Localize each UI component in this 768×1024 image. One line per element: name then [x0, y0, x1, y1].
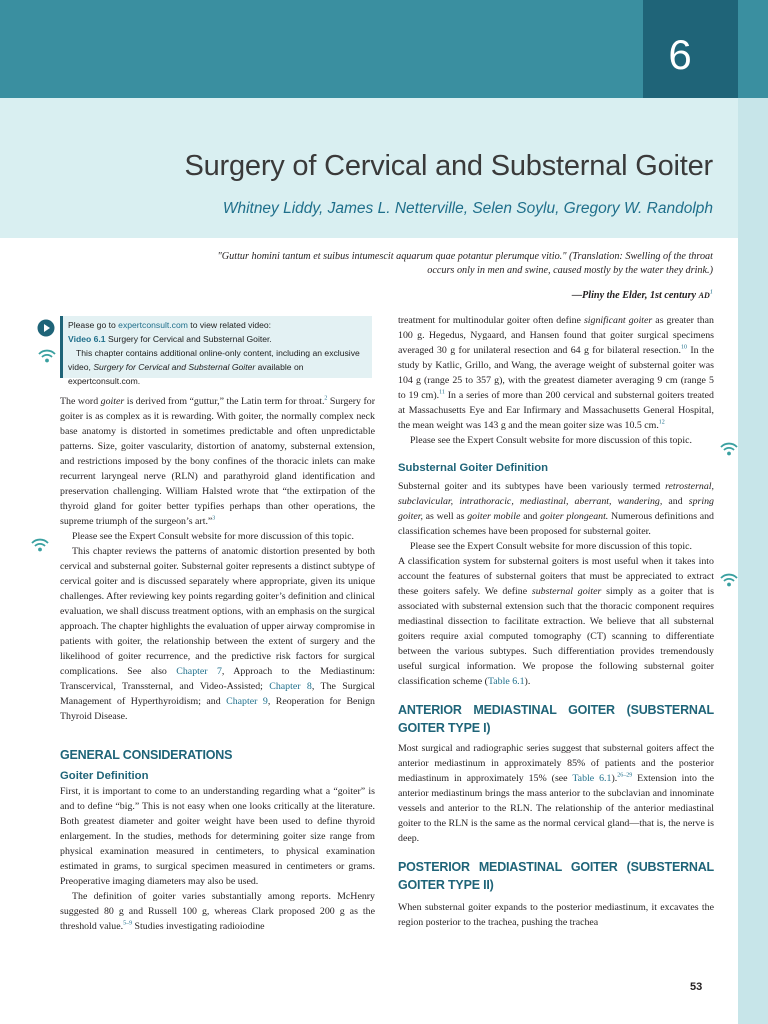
table-6-1-link[interactable]: Table 6.1 — [487, 676, 525, 687]
chapter-authors: Whitney Liddy, James L. Netterville, Selen Soylu, Gregory W. Randolph — [222, 200, 713, 217]
paragraph: This chapter reviews the patterns of anatomic distortion presented by both cervical and substernal goiter. Substernal goiter represents a distinct subtype of cervical goiter and is discussed separately where appropriate, given its unique challenges. After reviewing key points regarding goiter’s definition and clinical evaluation, we shall discuss treatment options, with an emphasis on the surgical approach. The chapter highlights the evaluation of upper airway compromise in patients with goiter, the relationship between the extent of surgery and the likelihood of goiter recurrence, and the predictive risk factors for surgical complications. See also Chapter 7, Approach to the Mediastinum: Transcervical, Transsternal, and Video-Assisted; Chapter 8, The Surgical Management of Hyperthyroidism; and Chapter 9, Reoperation for Benign Thyroid Disease. — [60, 546, 376, 722]
page-side-strip — [738, 98, 768, 1024]
paragraph: The word goiter is derived from “guttur,” the Latin term for throat.$^2$ Surgery for goiter is as complex as it is rewarding. With goiter, the normally complex neck base anatomy is distorted in sometimes predictable and often unpredictable patterns. Size, goiter vascularity, distortion of anatomy, substernal extension, and restrictions imposed by the bony confines of the thoracic inlets can make recurrent laryngeal nerve (RLN) and parathyroid gland identification and preservation challenging. William Halsted wrote that “the extirpation of the thyroid gland for goiter better typifies perhaps than other operations, the supreme triumph of the surgeon’s art.”$^3$ — [60, 395, 375, 527]
chapter-8-link[interactable]: Chapter 8 — [269, 681, 312, 692]
paragraph: A classification system for substernal goiters is most useful when it takes into account the features of substernal goiters that must be appreciated to extract these goiters safely. We define substernal goiter simply as a goiter that is associated with substernal extension such that the thoracic component requires mediastinal dissection to facilitate extraction. We believe that all substernal goiters require axial computed tomography (CT) scanning to differentiate between the various subtypes. Such differentiation provides tremendously useful surgical information. We propose the following substernal goiter classification scheme (Table 6.1). — [398, 556, 714, 687]
paragraph: Substernal goiter and its subtypes have been variously termed retrosternal, subclavicular, intrathoracic, mediastinal, aberrant, wandering, and spring goiter, as well as goiter mobile and goiter plongeant. Numerous definitions and classification schemes have been proposed for substernal goiter. — [398, 481, 714, 537]
paragraph: The definition of goiter varies substantially among reports. McHenry suggested 80 g and Russell 100 g, whereas Clark proposed 200 g as the threshold value.$^{5-9}$ Studies investigating radioiodine — [60, 891, 375, 932]
expertconsult-link[interactable]: expertconsult.com — [118, 320, 188, 330]
chapter-9-link[interactable]: Chapter 9 — [226, 696, 268, 707]
heading-substernal-definition: Substernal Goiter Definition — [398, 462, 549, 474]
paragraph: treatment for multinodular goiter often define significant goiter as greater than 100 g. Hegedus, Nygaard, and Hansen found that goiter surgical specimens averaged 30 g for unilateral resection and 64 g for bilateral resection.$^{10}$ In the study by Katlic, Grillo, and Wang, the average weight of substernal goiter was 104 g (range 25 to 357 g), with the greatest diameter averaging 9 cm (range 5 to 19 cm).$^{11}$ In a series of more than 200 cervical and substernal goiters treated at Massachusetts Eye and Ear Infirmary and Massachusetts General Hospital, the mean weight was 143 g and the mean goiter size was 10.5 cm.$^{12}$ — [398, 315, 714, 431]
paragraph: Most surgical and radiographic series suggest that substernal goiters affect the anterior mediastinum in approximately 85% of patients and the posterior mediastinum in approximately 15% (see Table 6.1).$^{26-29}$ Extension into the anterior mediastinum brings the mass anterior to the subclavian and innominate vessels and anterior to the RLN. The relationship of the anterior mediastinal goiter to the RLN is the same as the normal cervical gland—that is, the nerve is deep. — [398, 743, 714, 844]
online-content-icon — [719, 572, 739, 588]
chapter-7-link[interactable]: Chapter 7 — [176, 666, 222, 677]
heading-general-considerations: GENERAL CONSIDERATIONS — [60, 748, 233, 762]
epigraph-quote: "Guttur homini tantum et suibus intumescit aquarum quae potantur plerumque vitio." (Translation: Swelling of the throat occurs only in men and swine, caused mostly by the water they drink.) — [217, 251, 713, 276]
heading-goiter-definition: Goiter Definition — [60, 770, 149, 782]
chapter-title: Surgery of Cervical and Substernal Goiter — [184, 150, 713, 182]
right-column — [398, 313, 714, 930]
chapter-number: 6 — [668, 31, 692, 78]
video-link[interactable]: Video 6.1 — [68, 334, 106, 344]
play-icon[interactable] — [37, 319, 55, 337]
online-content-icon — [30, 537, 50, 553]
table-6-1-link[interactable]: Table 6.1 — [572, 773, 612, 784]
paragraph: Please see the Expert Consult website for more discussion of this topic. — [410, 435, 692, 446]
paragraph: When substernal goiter expands to the posterior mediastinum, it excavates the region posterior to the trachea, pushing the trachea — [398, 902, 714, 928]
left-column — [60, 394, 375, 934]
page-number: 53 — [690, 981, 703, 993]
paragraph: First, it is important to come to an understanding regarding what a “goiter” is and to define “big.” This is not easy when one looks critically at the literature. Both greatest diameter and goiter weight have been used to define thyroid enlargement. In the studies, methods for determining goiter size range from physical examination measured in centimeters, to physical examination estimated in grams, to surgical specimen measured in centimeters or grams. Preoperative imaging diameters may also be used. — [60, 786, 375, 887]
heading-anterior-mediastinal: ANTERIOR MEDIASTINAL GOITER (SUBSTERNAL GOITER TYPE I) — [398, 703, 714, 735]
expert-consult-box: Please go to expertconsult.com to view related video: Video 6.1 Surgery for Cervical and Substernal Goiter. This chapter contains additional online-only content, including an exclusive video, Surgery for Cervical and Substernal Goiter available on expertconsult.com. — [60, 316, 372, 378]
paragraph: Please see the Expert Consult website for more discussion of this topic. — [410, 541, 692, 552]
heading-posterior-mediastinal: POSTERIOR MEDIASTINAL GOITER (SUBSTERNAL GOITER TYPE II) — [398, 860, 714, 892]
online-content-icon — [719, 441, 739, 457]
epigraph-attribution: —Pliny the Elder, 1st century $AD^1$ — [571, 288, 713, 301]
online-content-icon — [37, 348, 57, 364]
paragraph: Please see the Expert Consult website for more discussion of this topic. — [72, 531, 354, 542]
epigraph-ref: 1 — [709, 288, 713, 296]
